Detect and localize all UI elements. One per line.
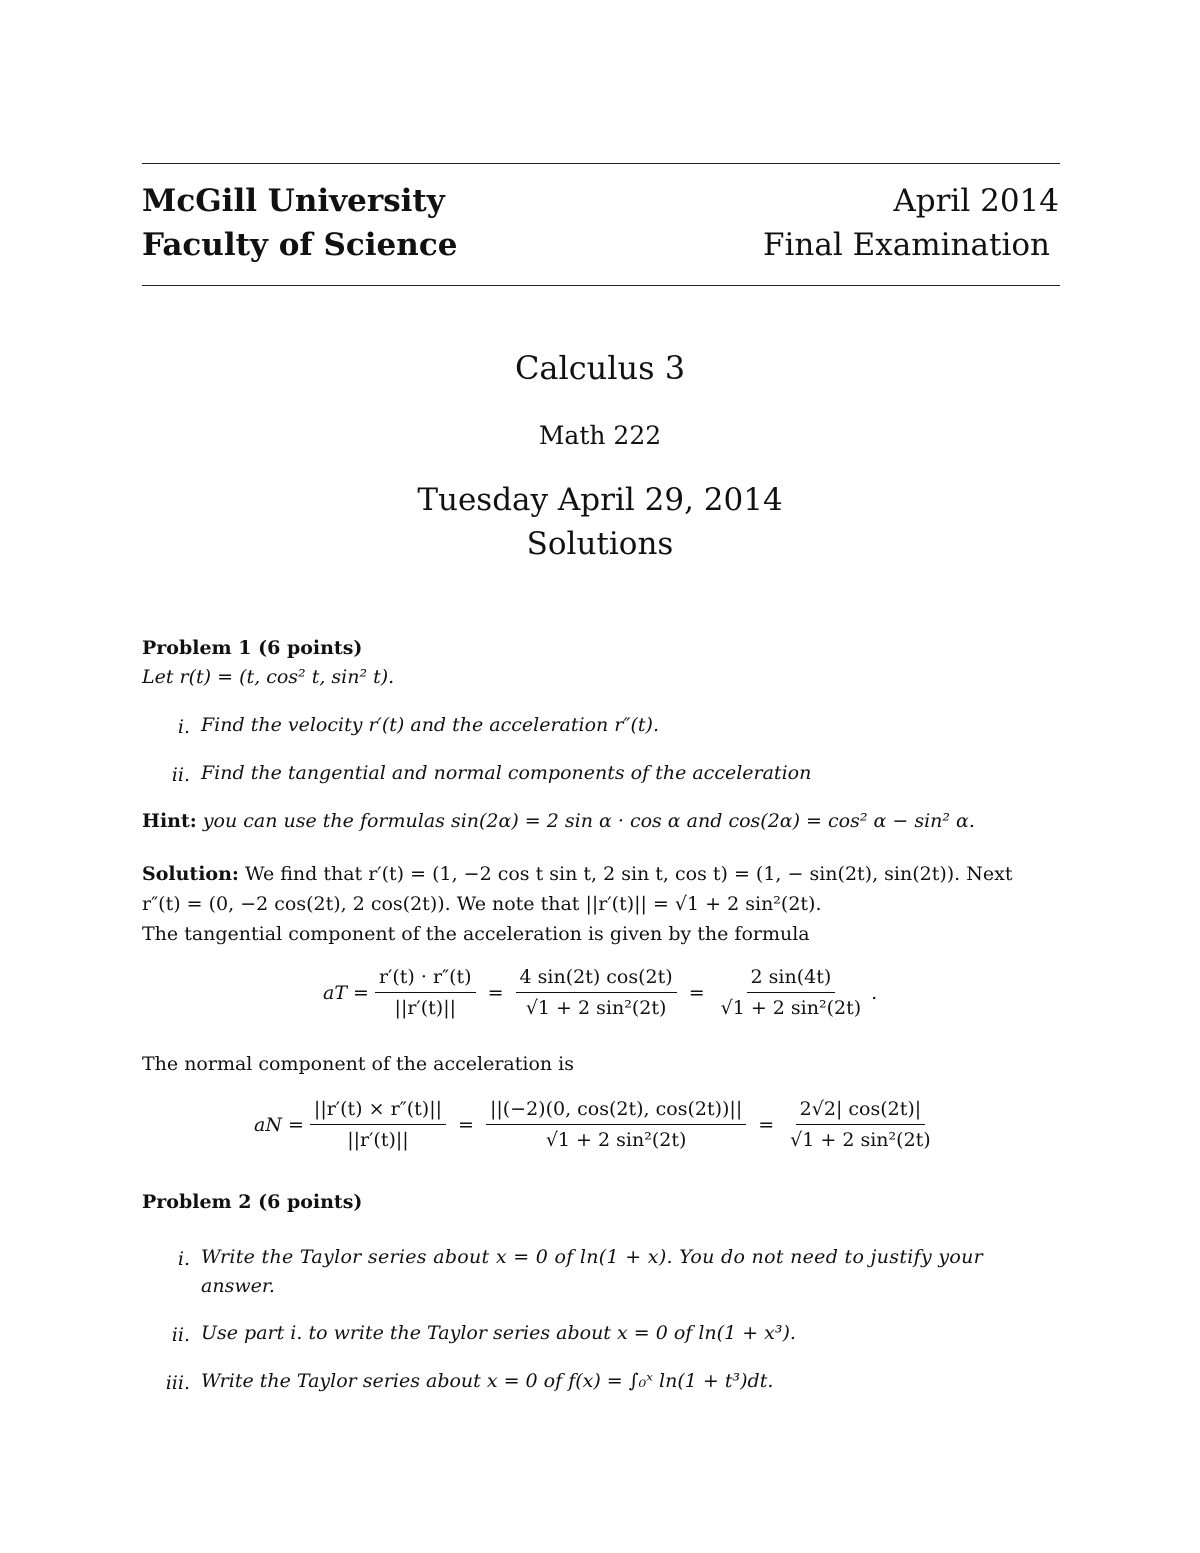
aT-denominator-2: √1 + 2 sin²(2t)	[525, 997, 667, 1019]
equals-sign: =	[688, 981, 705, 1004]
problem1-part-i-number: i.	[177, 716, 190, 738]
aT-fraction-1	[375, 966, 476, 1019]
aN-denominator-3: √1 + 2 sin²(2t)	[790, 1129, 931, 1151]
problem1-part-i: Find the velocity r′(t) and the acceleration r″(t).	[201, 714, 659, 736]
equals-sign: =	[487, 981, 504, 1004]
problem1-statement: Let r(t) = (t, cos² t, sin² t).	[142, 666, 395, 688]
aT-lhs: aT =	[323, 981, 369, 1004]
header-date: April 2014	[893, 183, 1059, 219]
hint-line	[142, 812, 975, 831]
problem1-heading: Problem 1 (6 points)	[142, 637, 363, 659]
exam-date: Tuesday April 29, 2014	[417, 482, 783, 518]
aT-fraction-3	[717, 966, 866, 1019]
bottom-rule	[142, 285, 1060, 286]
exam-type: Final Examination	[763, 227, 1050, 263]
problem2-part-ii: Use part i. to write the Taylor series about x = 0 of ln(1 + x³).	[201, 1322, 796, 1344]
aT-denominator-3: √1 + 2 sin²(2t)	[720, 997, 862, 1019]
aT-numerator-3: 2 sin(4t)	[747, 966, 836, 993]
period: .	[871, 981, 878, 1004]
problem2-part-iii: Write the Taylor series about x = 0 of f(x) = ∫₀ˣ ln(1 + t³)dt.	[201, 1370, 774, 1392]
normal-intro: The normal component of the acceleration is	[142, 1053, 575, 1075]
top-rule	[142, 163, 1060, 164]
aN-denominator-2: √1 + 2 sin²(2t)	[545, 1129, 687, 1151]
solution-line-1	[142, 865, 1012, 884]
tangential-equation	[323, 966, 877, 1019]
aN-fraction-1	[310, 1098, 446, 1151]
solutions-subtitle: Solutions	[526, 526, 674, 562]
problem1-part-ii: Find the tangential and normal components of the acceleration	[201, 762, 812, 784]
normal-equation	[254, 1098, 941, 1151]
equals-sign: =	[758, 1113, 775, 1136]
solution-line-2: r″(t) = (0, −2 cos(2t), 2 cos(2t)). We note that ||r′(t)|| = √1 + 2 sin²(2t).	[142, 893, 822, 915]
university-name: McGill University	[142, 183, 445, 219]
aN-fraction-2	[486, 1098, 746, 1151]
aN-numerator-3: 2√2| cos(2t)|	[796, 1098, 926, 1125]
aT-numerator-2: 4 sin(2t) cos(2t)	[516, 966, 677, 993]
problem2-part-i-line-2: answer.	[201, 1275, 275, 1297]
problem2-part-iii-number: iii.	[165, 1372, 190, 1394]
problem2-part-ii-number: ii.	[171, 1324, 190, 1346]
aT-denominator-1: ||r′(t)||	[394, 997, 457, 1019]
aT-numerator-1: r′(t) · r″(t)	[375, 966, 476, 993]
hint-label: Hint:	[142, 810, 197, 832]
aN-fraction-3	[786, 1098, 935, 1151]
aN-numerator-2: ||(−2)(0, cos(2t), cos(2t))||	[486, 1098, 746, 1125]
equals-sign: =	[458, 1113, 474, 1136]
problem2-heading: Problem 2 (6 points)	[142, 1191, 363, 1213]
faculty-name: Faculty of Science	[142, 227, 458, 263]
hint-text: you can use the formulas sin(2α) = 2 sin α · cos α and cos(2α) = cos² α − sin² α.	[202, 810, 975, 832]
solution-label: Solution:	[142, 863, 239, 885]
aN-lhs: aN =	[254, 1113, 304, 1136]
course-title: Calculus 3	[514, 349, 686, 387]
aN-numerator-1: ||r′(t) × r″(t)||	[310, 1098, 446, 1125]
problem2-part-i-number: i.	[177, 1248, 190, 1270]
solution-text-1: We find that r′(t) = (1, −2 cos t sin t, 2 sin t, cos t) = (1, − sin(2t), sin(2t)). Next	[244, 863, 1013, 885]
course-code: Math 222	[538, 421, 662, 450]
problem2-part-i-line-1: Write the Taylor series about x = 0 of ln(1 + x). You do not need to justify your	[201, 1246, 984, 1268]
aT-fraction-2	[516, 966, 677, 1019]
aN-denominator-1: ||r′(t)||	[347, 1129, 409, 1151]
solution-line-3: The tangential component of the acceleration is given by the formula	[142, 923, 810, 945]
problem1-part-ii-number: ii.	[171, 764, 190, 786]
